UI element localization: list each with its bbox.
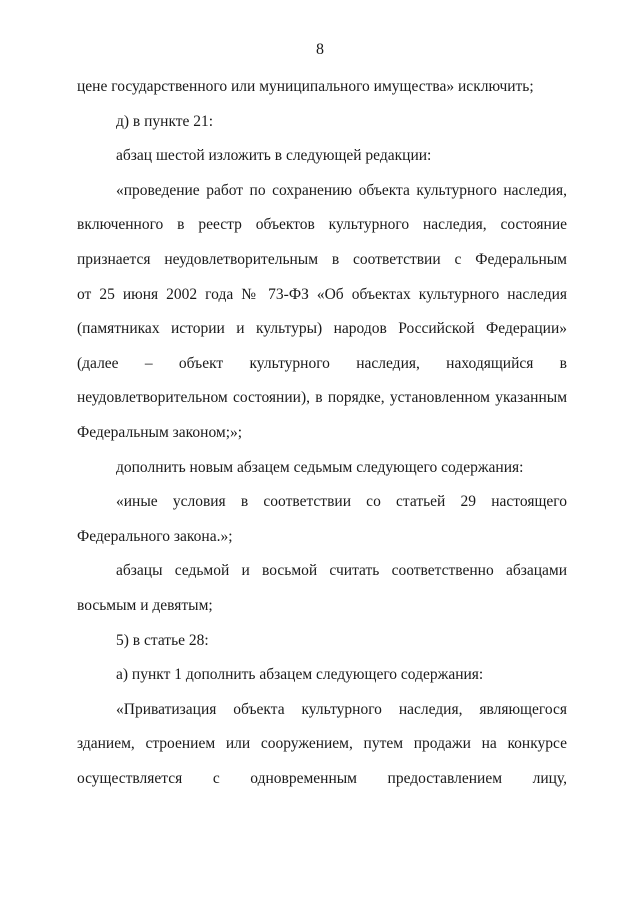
text-line: зданием, строением или сооружением, путем продажи на конкурсе <box>77 735 567 753</box>
text-line: «иные условия в соответствии со статьей 29 настоящего <box>116 493 567 511</box>
text-line: «проведение работ по сохранению объекта культурного наследия, <box>116 181 567 199</box>
text-line: 5) в статье 28: <box>116 631 209 649</box>
text-line: абзац шестой изложить в следующей редакции: <box>116 147 432 165</box>
text-line: Федеральным законом;»; <box>77 423 243 441</box>
text-line: (далее – объект культурного наследия, находящийся в <box>77 354 567 372</box>
text-line: цене государственного или муниципального имущества» исключить; <box>77 78 534 95</box>
document-body <box>77 70 567 796</box>
text-line: признается неудовлетворительным в соответствии с Федеральным <box>77 250 567 268</box>
text-line: включенного в реестр объектов культурного наследия, состояние <box>77 216 567 234</box>
text-line: «Приватизация объекта культурного наследия, являющегося <box>116 700 567 718</box>
page-number: 8 <box>316 41 324 58</box>
text-line: а) пункт 1 дополнить абзацем следующего содержания: <box>116 666 484 684</box>
text-line: восьмым и девятым; <box>77 596 213 614</box>
text-line: Федерального закона.»; <box>77 527 233 545</box>
text-line: осуществляется с одновременным предоставлением лицу, <box>77 769 567 787</box>
text-line: абзацы седьмой и восьмой считать соответственно абзацами <box>116 562 567 580</box>
text-line: (памятниках истории и культуры) народов Российской Федерации» <box>77 320 567 338</box>
text-line: неудовлетворительном состоянии), в порядке, установленном указанным <box>77 389 567 407</box>
text-line: от 25 июня 2002 года № 73-ФЗ «Об объектах культурного наследия <box>77 285 567 303</box>
text-line: дополнить новым абзацем седьмым следующего содержания: <box>116 458 524 476</box>
text-line: д) в пункте 21: <box>116 112 214 130</box>
